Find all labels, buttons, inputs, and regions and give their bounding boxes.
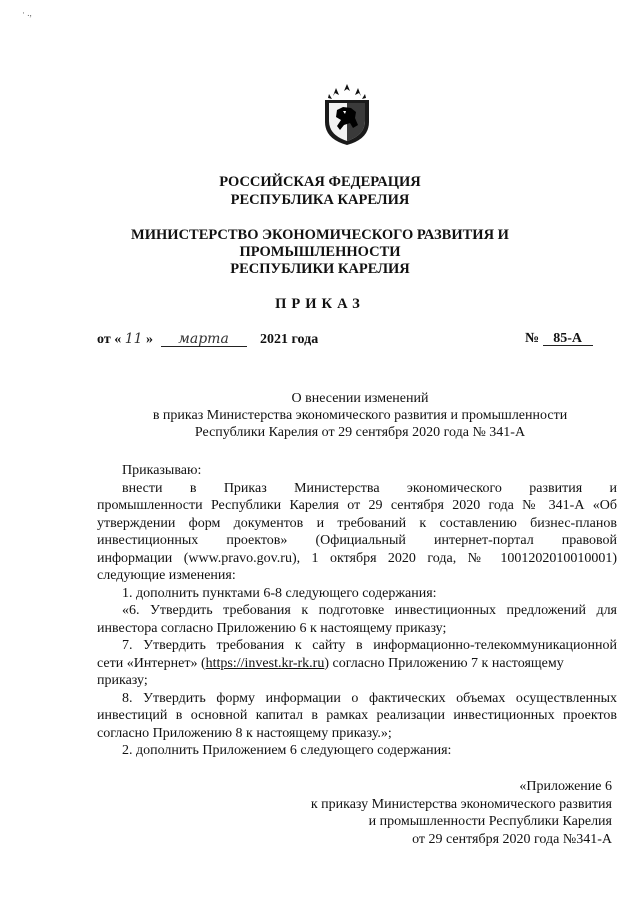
body-text-segment: сети «Интернет» ( [97, 655, 206, 671]
body-line: приказу; [97, 673, 148, 688]
number-value-handwritten: 85-А [543, 332, 593, 346]
date-prefix: от « [97, 332, 122, 347]
date-day-handwritten: 11 [124, 331, 143, 347]
order-body [97, 462, 617, 760]
body-line: информации (www.pravo.gov.ru), 1 октября 2020 года, № 1001202010010001) [97, 550, 617, 566]
appendix-header [260, 778, 612, 848]
body-line: 2. дополнить Приложением 6 следующего содержания: [122, 743, 452, 758]
number-prefix: № [525, 331, 540, 346]
invest-site-link[interactable]: https://invest.kr-rk.ru [205, 655, 325, 671]
date-year: 2021 года [260, 332, 319, 347]
appendix-line: от 29 сентября 2020 года №341-А [412, 831, 612, 847]
appendix-line: к приказу Министерства экономического развития [310, 796, 612, 812]
body-line: внести в Приказ Министерства экономического развития и [122, 480, 617, 496]
ministry-name-line-2: ПРОМЫШЛЕННОСТИ [239, 244, 401, 260]
body-line: Приказываю: [122, 463, 202, 478]
document-type-title: ПРИКАЗ [275, 296, 365, 312]
order-subject [110, 390, 610, 441]
body-line: следующие изменения: [97, 568, 236, 583]
body-line-with-link [97, 655, 617, 673]
body-line: 1. дополнить пунктами 6-8 следующего содержания: [122, 585, 437, 601]
body-line: 8. Утвердить форму информации о фактических объемах осуществленных [122, 690, 617, 706]
date-month-handwritten: марта [161, 333, 247, 347]
header-republic: РЕСПУБЛИКА КАРЕЛИЯ [230, 192, 410, 208]
date-mid: » [146, 332, 154, 347]
subject-line: в приказ Министерства экономического развития и промышленности [152, 408, 568, 423]
header-country: РОССИЙСКАЯ ФЕДЕРАЦИЯ [219, 174, 421, 190]
ministry-name-line-1: МИНИСТЕРСТВО ЭКОНОМИЧЕСКОГО РАЗВИТИЯ И [131, 227, 509, 243]
body-line: инвестиционных проектов» (Официальный интернет-портал правовой [97, 533, 617, 548]
body-text-segment: ) согласно Приложению 7 к настоящему [324, 655, 564, 671]
body-line: инвестора согласно Приложению 6 к настоящему приказу; [97, 620, 447, 636]
karelia-coat-of-arms-emblem [322, 84, 372, 146]
body-line: «6. Утвердить требования к подготовке инвестиционных предложений для [122, 603, 617, 618]
ministry-name-line-3: РЕСПУБЛИКИ КАРЕЛИЯ [230, 261, 410, 277]
order-date [97, 331, 318, 348]
body-line: 7. Утвердить требования к сайту в информационно-телекоммуникационной [122, 638, 617, 653]
appendix-line: «Приложение 6 [519, 779, 612, 794]
body-line: согласно Приложению 8 к настоящему приказу.»; [97, 725, 392, 741]
subject-line: Республики Карелия от 29 сентября 2020 года № 341-А [194, 425, 526, 440]
subject-line: О внесении изменений [291, 391, 429, 406]
body-line: инвестиций в основной капитал в рамках реализации инвестиционных проектов [97, 708, 617, 723]
corner-mark: · ., [22, 8, 32, 18]
appendix-line: и промышленности Республики Карелия [368, 814, 612, 829]
order-number [525, 331, 593, 347]
body-line: утверждении форм документов и требований к составлению бизнес-планов [97, 515, 617, 531]
body-line: промышленности Республики Карелия от 29 сентября 2020 года № 341-А «Об [97, 498, 617, 513]
